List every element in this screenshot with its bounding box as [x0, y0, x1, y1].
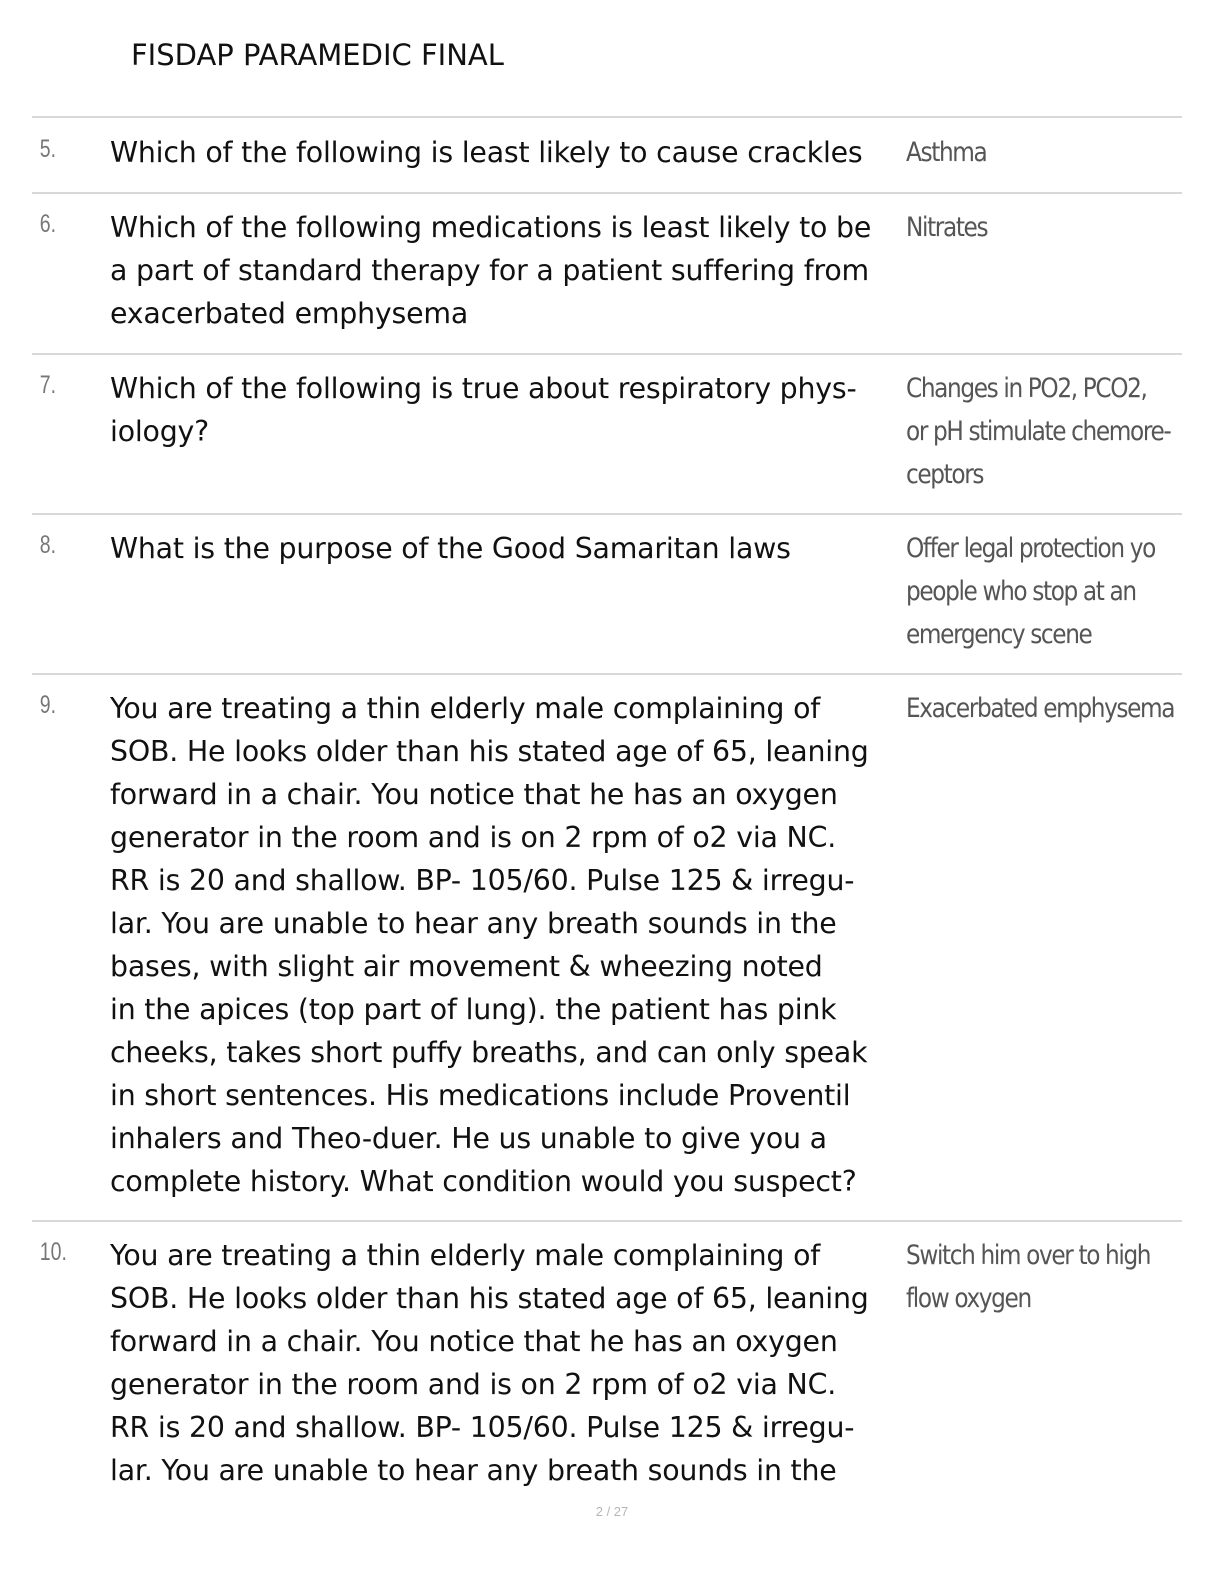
question-line: What is the purpose of the Good Samaritan laws: [110, 532, 791, 565]
question-line: complete history. What condition would you suspect?: [110, 1165, 857, 1198]
question-text: [110, 1234, 905, 1492]
question-number: 9.: [39, 691, 57, 719]
question-line: exacerbated emphysema: [110, 297, 469, 330]
question-line: in short sentences. His medications include Proventil: [110, 1079, 851, 1112]
question-number: 6.: [39, 210, 57, 238]
question-number: 7.: [39, 371, 57, 399]
question-row: [32, 1222, 1182, 1502]
question-line: SOB. He looks older than his stated age of 65, leaning: [110, 735, 869, 768]
question-text: [110, 367, 905, 453]
answer-line: Offer legal protection yo: [906, 533, 1155, 564]
answer-text: [905, 131, 1182, 174]
question-text: [110, 131, 905, 174]
answer-line: Nitrates: [906, 212, 988, 243]
question-number: 10.: [39, 1238, 67, 1266]
question-row: [32, 355, 1182, 515]
question-line: RR is 20 and shallow. BP- 105/60. Pulse 125 & irregu-: [110, 864, 855, 897]
page-indicator: 2 / 27: [595, 1504, 629, 1519]
answer-line: Exacerbated emphysema: [906, 693, 1175, 724]
question-line: generator in the room and is on 2 rpm of o2 via NC.: [110, 821, 837, 854]
answer-line: flow oxygen: [906, 1283, 1031, 1314]
question-line: inhalers and Theo-duer. He us unable to give you a: [110, 1122, 827, 1155]
question-line: iology?: [110, 415, 210, 448]
question-line: Which of the following is true about respiratory phys-: [110, 372, 857, 405]
question-line: You are treating a thin elderly male complaining of: [110, 692, 821, 725]
question-line: cheeks, takes short puffy breaths, and can only speak: [110, 1036, 868, 1069]
question-row: [32, 515, 1182, 675]
question-line: generator in the room and is on 2 rpm of o2 via NC.: [110, 1368, 837, 1401]
question-line: bases, with slight air movement & wheezing noted: [110, 950, 823, 983]
question-line: a part of standard therapy for a patient suffering from: [110, 254, 869, 287]
question-line: Which of the following medications is least likely to be: [110, 211, 872, 244]
question-line: in the apices (top part of lung). the patient has pink: [110, 993, 837, 1026]
question-list: [32, 116, 1182, 1502]
answer-line: Switch him over to high: [906, 1240, 1151, 1271]
answer-line: ceptors: [906, 459, 984, 490]
question-line: You are treating a thin elderly male complaining of: [110, 1239, 821, 1272]
question-line: forward in a chair. You notice that he has an oxygen: [110, 1325, 838, 1358]
question-line: RR is 20 and shallow. BP- 105/60. Pulse 125 & irregu-: [110, 1411, 855, 1444]
question-line: SOB. He looks older than his stated age of 65, leaning: [110, 1282, 869, 1315]
question-number: 8.: [39, 531, 57, 559]
question-line: Which of the following is least likely to cause crackles: [110, 136, 863, 169]
answer-text: [905, 1234, 1182, 1320]
question-line: lar. You are unable to hear any breath sounds in the: [110, 907, 837, 940]
question-line: forward in a chair. You notice that he has an oxygen: [110, 778, 838, 811]
question-row: [32, 194, 1182, 355]
question-text: [110, 527, 905, 570]
answer-line: people who stop at an: [906, 576, 1136, 607]
answer-text: [905, 527, 1182, 656]
question-line: lar. You are unable to hear any breath sounds in the: [110, 1454, 837, 1487]
answer-text: [905, 687, 1182, 730]
answer-text: [905, 206, 1182, 249]
answer-line: or pH stimulate chemore-: [906, 416, 1171, 447]
question-row: [32, 675, 1182, 1222]
question-text: [110, 206, 905, 335]
page-title: FISDAP PARAMEDIC FINAL: [131, 38, 504, 72]
question-text: [110, 687, 905, 1203]
question-number: 5.: [39, 135, 57, 163]
answer-line: Changes in PO2, PCO2,: [906, 373, 1147, 404]
answer-text: [905, 367, 1182, 496]
answer-line: Asthma: [906, 137, 987, 168]
question-row: [32, 118, 1182, 194]
answer-line: emergency scene: [906, 619, 1092, 650]
